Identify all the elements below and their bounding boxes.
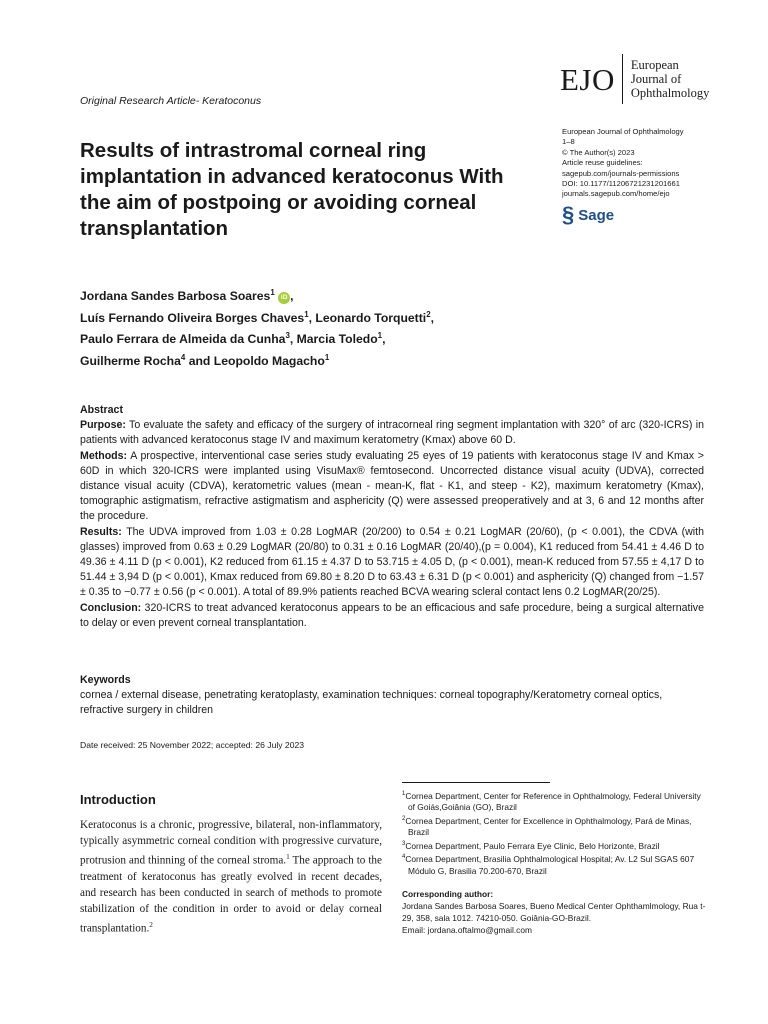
affiliation-number: 1 [402, 791, 406, 797]
author-separator: and [185, 353, 214, 368]
affiliation-number: 4 [402, 854, 406, 861]
affiliation-text: Cornea Department, Center for Reference in Ophthalmology, Federal University of Goiás,Goiânia (GO), Brazil [405, 790, 701, 813]
affiliations [402, 789, 706, 877]
abstract-section-label: Purpose: [80, 419, 126, 432]
citation-ref[interactable]: 1 [286, 853, 290, 861]
abstract-methods [80, 449, 704, 525]
keywords [80, 673, 704, 719]
logo-name-line: Journal of [630, 72, 682, 86]
author-name: Luís Fernando Oliveira Borges Chaves [80, 310, 305, 325]
corresponding-email[interactable]: Email: jordana.oftalmo@gmail.com [402, 925, 532, 935]
abstract-section-label: Results: [80, 525, 122, 538]
meta-reuse-label: Article reuse guidelines: [562, 158, 643, 168]
author-separator: , [308, 310, 316, 325]
keywords-heading: Keywords [80, 674, 131, 686]
author-name: Leonardo Torquetti [315, 310, 427, 325]
author-name: Leopoldo Magacho [213, 353, 325, 368]
corresponding-heading: Corresponding author: [402, 889, 494, 899]
abstract-section-text: 320-ICRS to treat advanced keratoconus appears to be an efficacious and safe procedure, being a surgical alternative to delay or even prevent corneal transplantation. [80, 601, 704, 629]
abstract-results [80, 525, 704, 601]
meta-journal-link[interactable]: journals.sagepub.com/home/ejo [562, 189, 670, 199]
publisher-logo [562, 204, 614, 226]
author-affiliation-ref: 2 [426, 309, 431, 319]
abstract-section-label: Methods: [80, 449, 128, 462]
author-affiliation-ref: 1 [324, 352, 330, 362]
abstract-section-label: Conclusion: [80, 601, 142, 614]
author-name: Guilherme Rocha [80, 353, 181, 368]
dates-received-accepted: Date received: 25 November 2022; accepted: 26 July 2023 [80, 740, 305, 750]
footnote-divider [402, 782, 550, 783]
abstract-section-text: To evaluate the safety and efficacy of the surgery of intracorneal ring segment implantation with 320° of arc (320-ICRS) in patients with advanced keratoconus stage IV and maximum keratometry (Kmax) above 60 D. [80, 419, 704, 447]
affiliation-item [402, 839, 706, 852]
logo-divider [622, 54, 623, 104]
article-meta [562, 127, 684, 200]
meta-journal: European Journal of Ophthalmology [562, 127, 684, 136]
author-name: Marcia Toledo [296, 332, 378, 347]
abstract [80, 403, 704, 631]
author-separator: , [289, 332, 297, 347]
affiliation-item [402, 814, 706, 839]
corresponding-author [402, 888, 706, 936]
article-title: Results of intrastromal corneal ring implantation in advanced keratoconus With the aim of postpoing or avoiding corneal transplantation [80, 139, 504, 240]
author-list [80, 284, 540, 370]
author-affiliation-ref: 1 [270, 288, 275, 297]
author-name: Jordana Sandes Barbosa Soares [80, 289, 271, 304]
journal-logo [560, 54, 709, 104]
introduction-text [80, 817, 382, 936]
author-name: Paulo Ferrara de Almeida da Cunha [80, 332, 286, 347]
meta-doi[interactable]: DOI: 10.1177/11206721231201661 [562, 179, 680, 189]
author-separator: , [382, 332, 386, 347]
author-affiliation-ref: 1 [304, 309, 309, 319]
citation-ref[interactable]: 2 [149, 920, 153, 929]
abstract-section-text: The UDVA improved from 1.03 ± 0.28 LogMAR (20/200) to 0.54 ± 0.21 LogMAR (20/60), (p < 0.001), the CDVA (with glasses) improved from 0.63 ± 0.29 LogMAR (20/80) to 0.31 ± 0.16 LogMAR (20/40),(p = 0.004), K1 reduced from 54.41 ± 4.46 D to 49.36 ± 4.11 D (p < 0.001), K2 reduced from 61.15 ± 4.37 D to 53.715 ± 4.05 D, (p < 0.001), mean-K reduced from 57.55 ± 4,17 D to 51.44 ± 3,94 D (p < 0.001), Kmax reduced from 69.80 ± 8.20 D to 63.43 ± 6.31 D (p < 0.001) and asphericity (Q) changed from −1.57 ± 0.35 to −0.77 ± 0.56 (p < 0.001). A total of 89.9% patients reached BCVA wearing scleral contact lens 0.2 LogMAR(20/25). [80, 525, 704, 599]
logo-name-line: European [630, 58, 679, 72]
logo-name-line: Ophthalmology [630, 86, 710, 100]
journal-logo-name [631, 58, 709, 100]
article-type: Original Research Article- Keratoconus [80, 95, 262, 107]
author-affiliation-ref: 1 [377, 331, 383, 341]
author-affiliation-ref: 4 [180, 352, 186, 362]
meta-pages: 1–8 [562, 137, 575, 147]
affiliation-number: 3 [402, 840, 406, 847]
introduction-heading: Introduction [80, 792, 156, 807]
affiliation-number: 2 [402, 815, 406, 822]
sage-logo-icon: § [562, 202, 575, 227]
affiliation-text: Cornea Department, Paulo Ferrara Eye Clinic, Belo Horizonte, Brazil [405, 840, 660, 851]
meta-permissions-link[interactable]: sagepub.com/journals-permissions [562, 168, 680, 178]
journal-logo-abbr: EJO [560, 61, 615, 97]
affiliation-item [402, 789, 706, 814]
abstract-section-text: A prospective, interventional case series study evaluating 25 eyes of 19 patients with keratoconus stage IV and Kmax > 60D in which 320-ICRS were implanted using VisuMax® femtosecond. Uncorrected distance visual acuity (UDVA), corrected distance visual acuity (CDVA), keratometric values (mean - mean-K, flat - K1, and steep - K2), maximum keratometry (Kmax), tomographic astigmatism, refractive astigmatism and asphericity (Q) were assessed preoperatively and at 3, 6 and 12 months after the procedure. [80, 449, 704, 523]
author-separator: , [290, 289, 294, 304]
publisher-name: Sage [578, 206, 615, 224]
affiliation-item [402, 852, 706, 877]
author-separator: , [430, 310, 434, 325]
orcid-icon[interactable]: iD [278, 292, 290, 304]
affiliation-text: Cornea Department, Center for Excellence in Ophthalmology, Pará de Minas, Brazil [405, 815, 692, 838]
introduction-paragraph: The approach to the treatment of keratoconus has greatly evolved in recent decades, and research has been conducted in search of methods to promote stabilization of the condition in order to avoid or delay corneal transplantation. [80, 854, 382, 935]
abstract-conclusion [80, 601, 704, 631]
keywords-text: cornea / external disease, penetrating keratoplasty, examination techniques: corneal topography/Keratometry corneal optics, refractive surgery in children [80, 689, 663, 717]
author-affiliation-ref: 3 [285, 331, 290, 341]
meta-copyright: © The Author(s) 2023 [562, 147, 635, 157]
affiliation-text: Cornea Department, Brasilia Ophthalmological Hospital; Av. L2 Sul SGAS 607 Módulo G, Brasilia 70.200-670, Brazil [405, 854, 695, 876]
abstract-purpose [80, 418, 704, 448]
abstract-heading: Abstract [80, 404, 123, 416]
introduction-paragraph: Keratoconus is a chronic, progressive, bilateral, non-inflammatory, typically asymmetric corneal condition with progressive curvature, protrusion and thinning of the corneal stroma. [80, 819, 382, 867]
corresponding-address: Jordana Sandes Barbosa Soares, Bueno Medical Center Ophthamlmology, Rua t-29, 358, sala 1012. 74210-050. Goiânia-GO-Brazil. [402, 901, 706, 923]
